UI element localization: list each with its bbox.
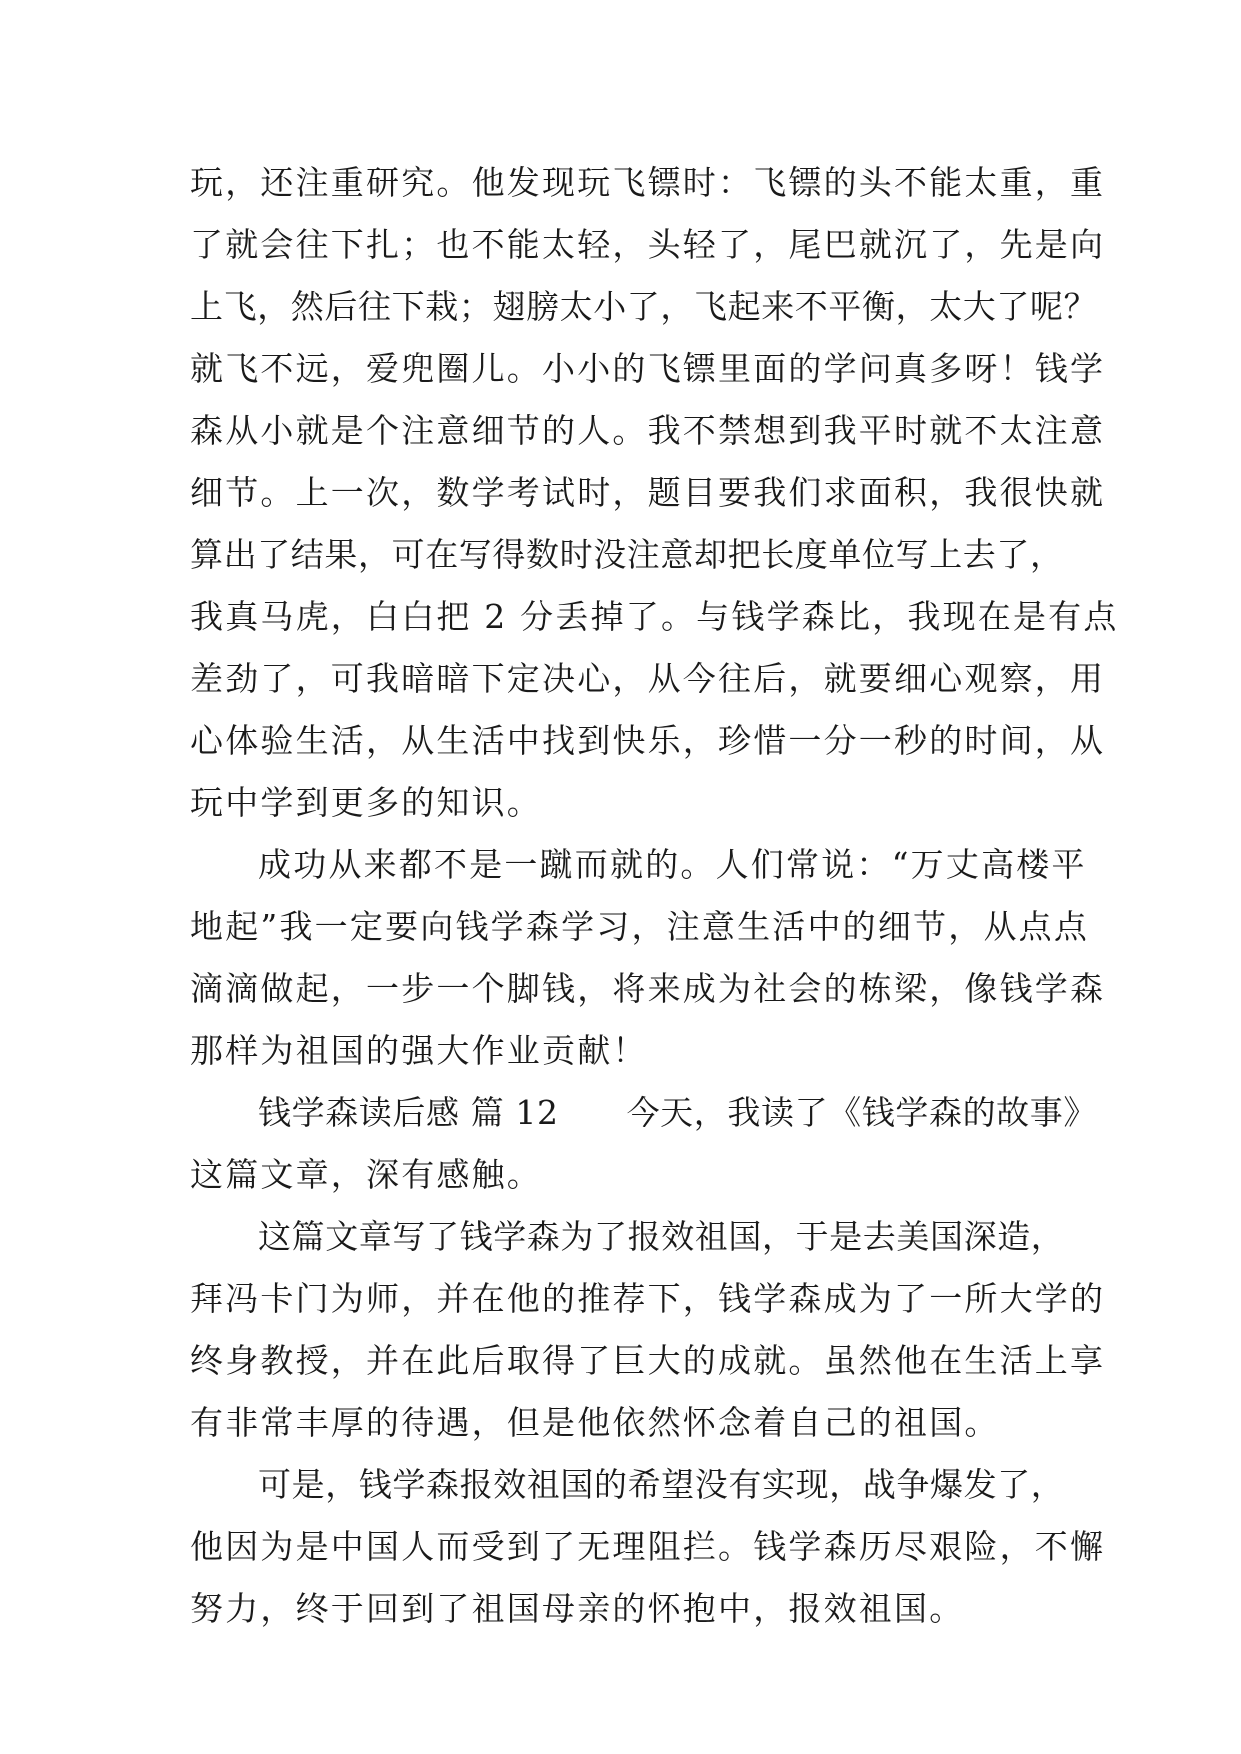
section-heading-line <box>190 1082 1097 1144</box>
text-line: 这篇文章写了钱学森为了报效祖国，于是去美国深造， <box>258 1217 1065 1256</box>
text-line: 滴滴做起，一步一个脚钱，将来成为社会的栋梁，像钱学森 <box>190 969 1106 1008</box>
text-line: 有非常丰厚的待遇，但是他依然怀念着自己的祖国。 <box>190 1403 1000 1442</box>
text-line: 我真马虎，白白把 2 分丢掉了。与钱学森比，我现在是有点 <box>190 597 1119 636</box>
text-line: 成功从来都不是一蹴而就的。人们常说：“万丈高楼平 <box>258 845 1087 884</box>
text-line: 了就会往下扎；也不能太轻，头轻了，尾巴就沉了，先是向 <box>190 225 1106 264</box>
text-line: 玩中学到更多的知识。 <box>190 783 542 822</box>
text-line: 可是，钱学森报效祖国的希望没有实现，战争爆发了， <box>258 1465 1065 1504</box>
text-line: 终身教授，并在此后取得了巨大的成就。虽然他在生活上享 <box>190 1341 1106 1380</box>
text-line: 他因为是中国人而受到了无理阻拦。钱学森历尽艰险，不懈 <box>190 1527 1106 1566</box>
section-heading: 钱学森读后感 篇 12 <box>258 1093 559 1132</box>
text-line: 森从小就是个注意细节的人。我不禁想到我平时就不太注意 <box>190 411 1106 450</box>
text-line: 那样为祖国的强大作业贡献！ <box>190 1031 648 1070</box>
text-line: 地起”我一定要向钱学森学习，注意生活中的细节，从点点 <box>190 907 1090 946</box>
text-line: 玩，还注重研究。他发现玩飞镖时：飞镖的头不能太重，重 <box>190 163 1106 202</box>
text-line: 拜冯卡门为师，并在他的推荐下，钱学森成为了一所大学的 <box>190 1279 1106 1318</box>
text-line: 上飞，然后往下栽；翅膀太小了，飞起来不平衡，太大了呢？ <box>190 287 1098 326</box>
text-segment: 今天，我读了《钱学森的故事》 <box>626 1093 1097 1132</box>
text-line: 心体验生活，从生活中找到快乐，珍惜一分一秒的时间，从 <box>190 721 1106 760</box>
text-line: 就飞不远，爱兜圈儿。小小的飞镖里面的学问真多呀！钱学 <box>190 349 1106 388</box>
text-line: 努力，终于回到了祖国母亲的怀抱中，报效祖国。 <box>190 1589 965 1628</box>
text-line: 差劲了，可我暗暗下定决心，从今往后，就要细心观察，用 <box>190 659 1106 698</box>
text-line: 细节。上一次，数学考试时，题目要我们求面积，我很快就 <box>190 473 1106 512</box>
document-body <box>190 152 1119 1640</box>
text-line: 这篇文章，深有感触。 <box>190 1155 542 1194</box>
text-line: 算出了结果，可在写得数时没注意却把长度单位写上去了， <box>190 535 1064 574</box>
